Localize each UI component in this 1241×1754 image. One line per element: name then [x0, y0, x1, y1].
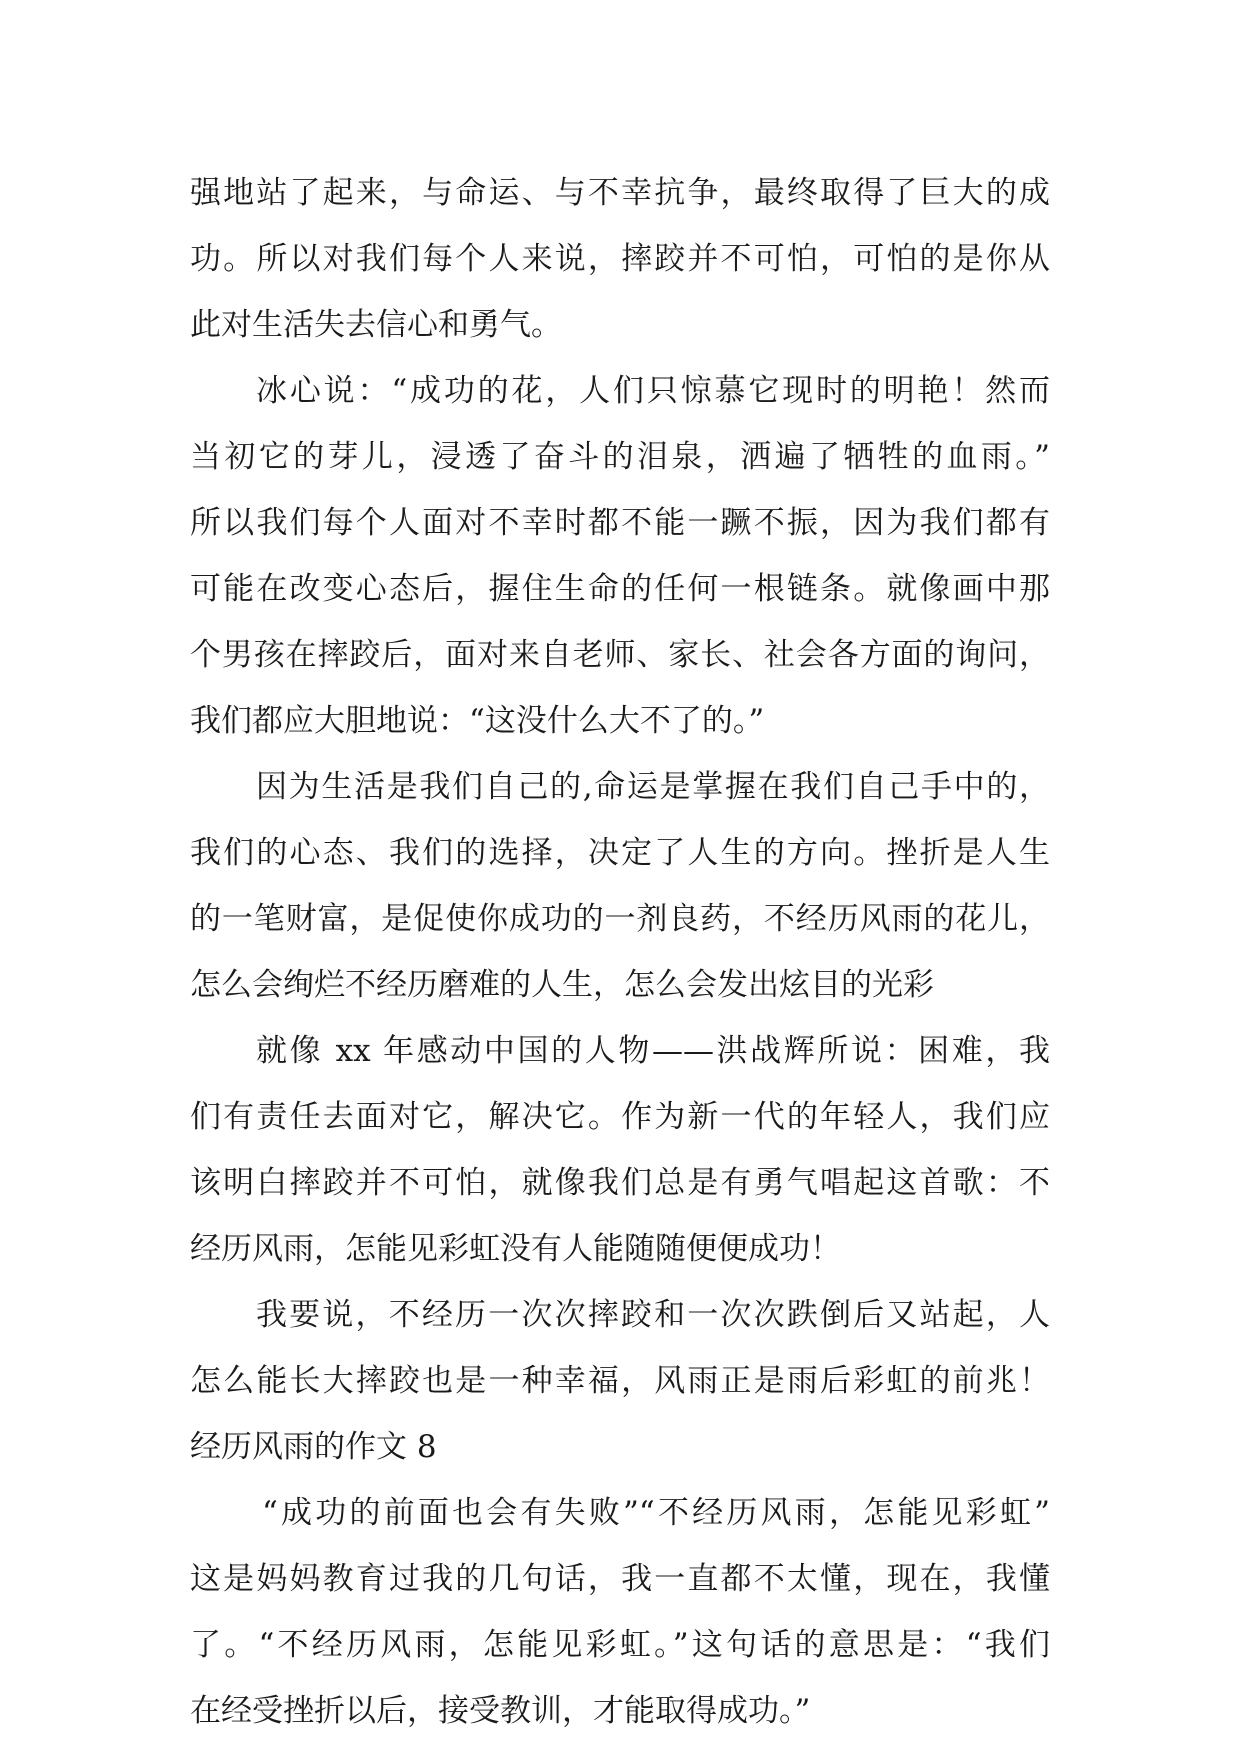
text-line: 怎么能长大摔跤也是一种幸福，风雨正是雨后彩虹的前兆！	[190, 1363, 1050, 1399]
text-line: 所以我们每个人面对不幸时都不能一蹶不振，因为我们都有	[190, 505, 1050, 541]
text-line: 经历风雨，怎能见彩虹没有人能随随便便成功！	[190, 1231, 841, 1267]
text-line: 该明白摔跤并不可怕，就像我们总是有勇气唱起这首歌：不	[190, 1165, 1050, 1201]
text-line: 怎么会绚烂不经历磨难的人生，怎么会发出炫目的光彩	[190, 967, 934, 1003]
text-line: 冰心说：“成功的花，人们只惊慕它现时的明艳！然而	[256, 373, 1050, 409]
text-line: 个男孩在摔跤后，面对来自老师、家长、社会各方面的询问，	[190, 637, 1050, 673]
text-line: 可能在改变心态后，握住生命的任何一根链条。就像画中那	[190, 571, 1050, 607]
text-line: 我要说，不经历一次次摔跤和一次次跌倒后又站起，人	[256, 1297, 1050, 1333]
text-line: 此对生活失去信心和勇气。	[190, 307, 562, 343]
text-line: 强地站了起来，与命运、与不幸抗争，最终取得了巨大的成	[190, 175, 1050, 211]
text-line: “成功的前面也会有失败”“不经历风雨，怎能见彩虹”	[262, 1495, 1050, 1531]
text-line: 功。所以对我们每个人来说，摔跤并不可怕，可怕的是你从	[190, 241, 1050, 277]
document-body	[190, 160, 1050, 1744]
section-heading: 经历风雨的作文 8	[190, 1429, 437, 1465]
text-line: 因为生活是我们自己的,命运是掌握在我们自己手中的，	[256, 769, 1050, 805]
text-line: 的一笔财富，是促使你成功的一剂良药，不经历风雨的花儿，	[190, 901, 1050, 937]
text-line: 当初它的芽儿，浸透了奋斗的泪泉，洒遍了牺牲的血雨。”	[190, 439, 1050, 475]
text-line: 我们的心态、我们的选择，决定了人生的方向。挫折是人生	[190, 835, 1050, 871]
text-line: 我们都应大胆地说：“这没什么大不了的。”	[190, 703, 765, 739]
text-line: 这是妈妈教育过我的几句话，我一直都不太懂，现在，我懂	[190, 1561, 1050, 1597]
text-line: 们有责任去面对它，解决它。作为新一代的年轻人，我们应	[190, 1099, 1050, 1135]
text-line: 了。“不经历风雨，怎能见彩虹。”这句话的意思是：“我们	[190, 1627, 1050, 1663]
text-line: 在经受挫折以后，接受教训，才能取得成功。”	[190, 1693, 811, 1729]
text-line: 就像 xx 年感动中国的人物——洪战辉所说：困难，我	[256, 1033, 1050, 1069]
